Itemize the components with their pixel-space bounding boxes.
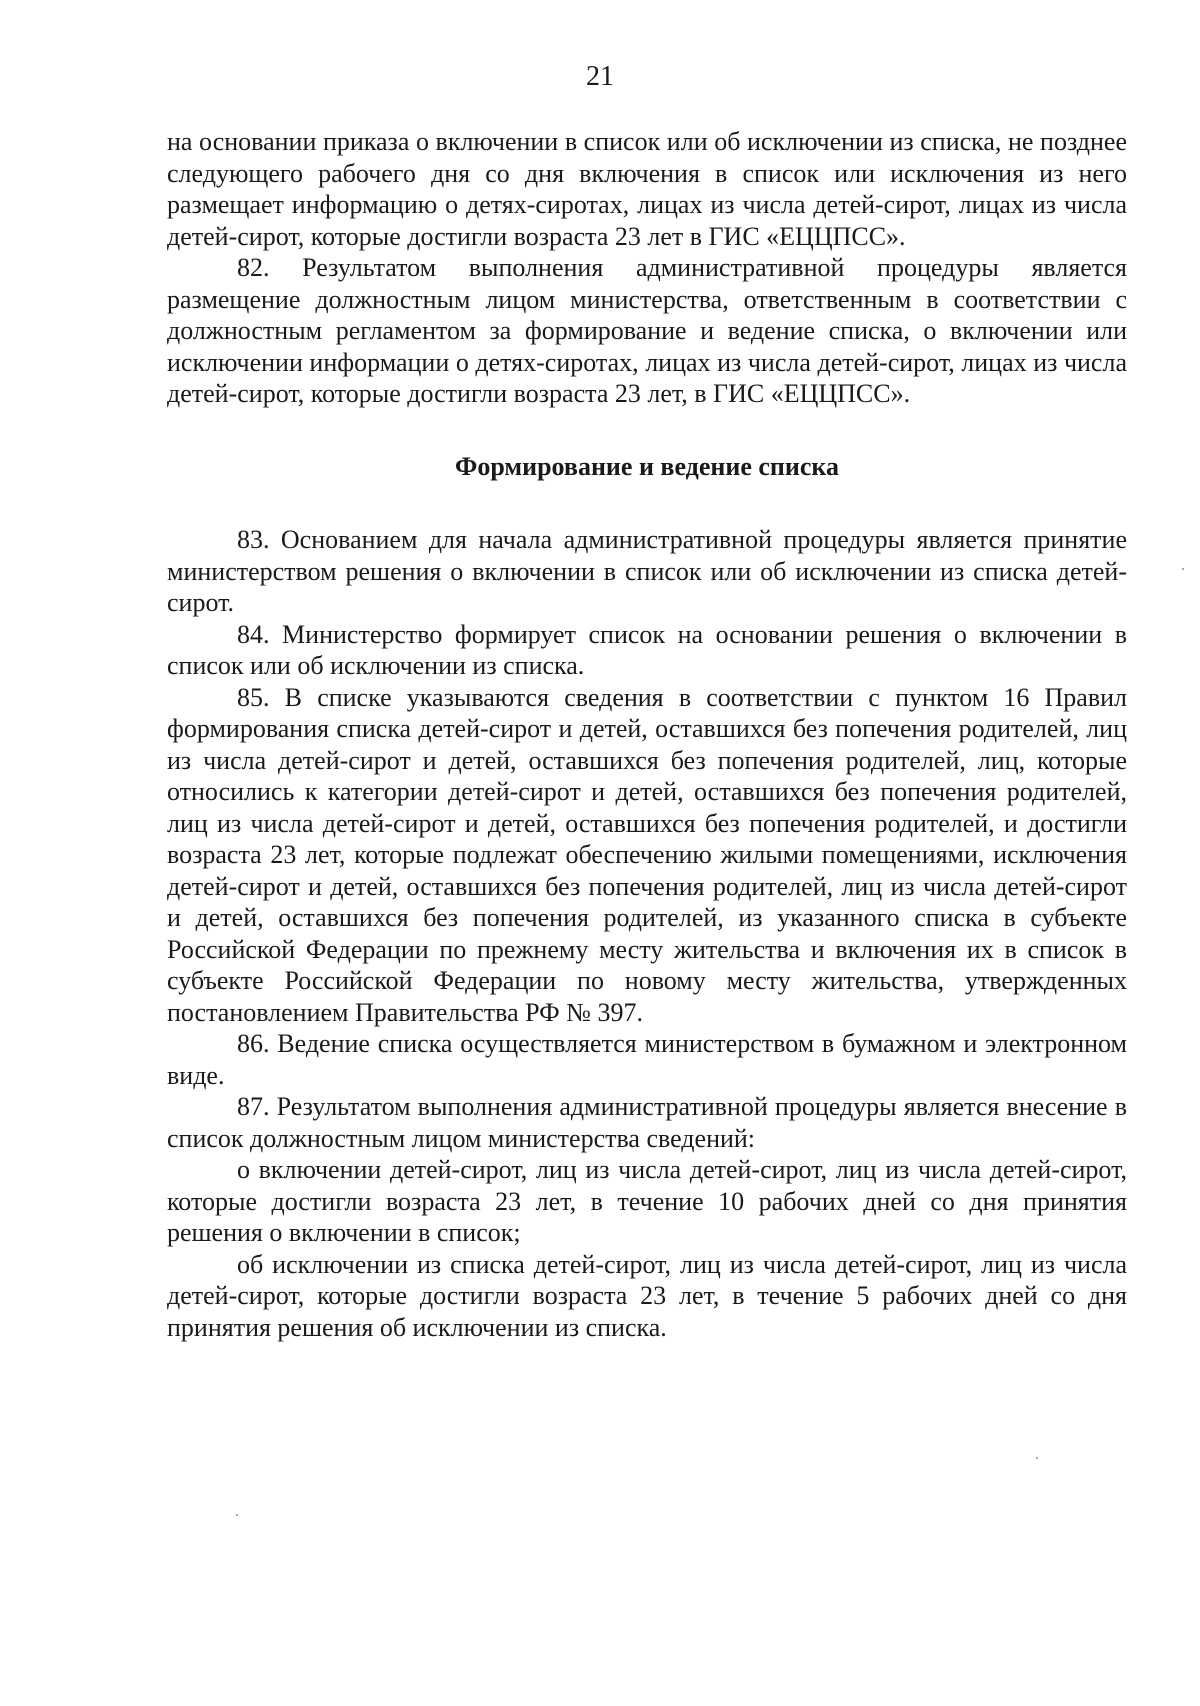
scan-speck — [236, 1514, 238, 1516]
paragraph-continuation: на основании приказа о включении в список или об исключении из списка, не позднее следующего рабочего дня со дня включения в список или исключения из него размещает информацию о детях-сиротах, лицах из числа детей-сирот, лицах из числа детей-сирот, которые достигли возраста 23 лет в ГИС «ЕЦЦПСС». — [167, 127, 1127, 251]
section-heading: Формирование и ведение списка — [455, 451, 839, 481]
paragraph-87-exclusion: об исключении из списка детей-сирот, лиц из числа детей-сирот, лиц из числа детей-сирот, которые достигли возраста 23 лет, в течение 5 рабочих дней со дня принятия решения об исключении из списка. — [167, 1249, 1127, 1342]
document-body — [167, 126, 1127, 1343]
scan-speck — [1182, 568, 1184, 570]
paragraph-83: 83. Основанием для начала административной процедуры является принятие министерством решения о включении в список или об исключении из списка детей-сирот. — [167, 525, 1127, 617]
paragraph-87-inclusion: о включении детей-сирот, лиц из числа детей-сирот, лиц из числа детей-сирот, которые достигли возраста 23 лет, в течение 10 рабочих дней со дня принятия решения о включении в список; — [167, 1155, 1127, 1247]
paragraph-82: 82. Результатом выполнения административной процедуры является размещение должностным лицом министерства, ответственным в соответствии с должностным регламентом за формирование и ведение списка, о включении или исключении информации о детях-сиротах, лицах из числа детей-сирот, лицах из числа детей-сирот, которые достигли возраста 23 лет, в ГИС «ЕЦЦПСС». — [167, 253, 1127, 408]
paragraph-86: 86. Ведение списка осуществляется министерством в бумажном и электронном виде. — [167, 1029, 1127, 1090]
paragraph-84: 84. Министерство формирует список на основании решения о включении в список или об исключении из списка. — [167, 619, 1127, 680]
paragraph-85: 85. В списке указываются сведения в соответствии с пунктом 16 Правил формирования списка детей-сирот и детей, оставшихся без попечения родителей, лиц из числа детей-сирот и детей, оставшихся без попечения родителей, лиц, которые относились к категории детей-сирот и детей, оставшихся без попечения родителей, лиц из числа детей-сирот и детей, оставшихся без попечения родителей, и достигли возраста 23 лет, которые подлежат обеспечению жилыми помещениями, исключения детей-сирот и детей, оставшихся без попечения родителей, лиц из числа детей-сирот и детей, оставшихся без попечения родителей, из указанного списка в субъекте Российской Федерации по прежнему месту жительства и включения их в список в субъекте Российской Федерации по новому месту жительства, утвержденных постановлением Правительства РФ № 397. — [167, 682, 1127, 1027]
page-number: 21 — [586, 61, 614, 92]
scan-speck — [1036, 1457, 1038, 1459]
paragraph-87: 87. Результатом выполнения административной процедуры является внесение в список должностным лицом министерства сведений: — [167, 1092, 1127, 1153]
